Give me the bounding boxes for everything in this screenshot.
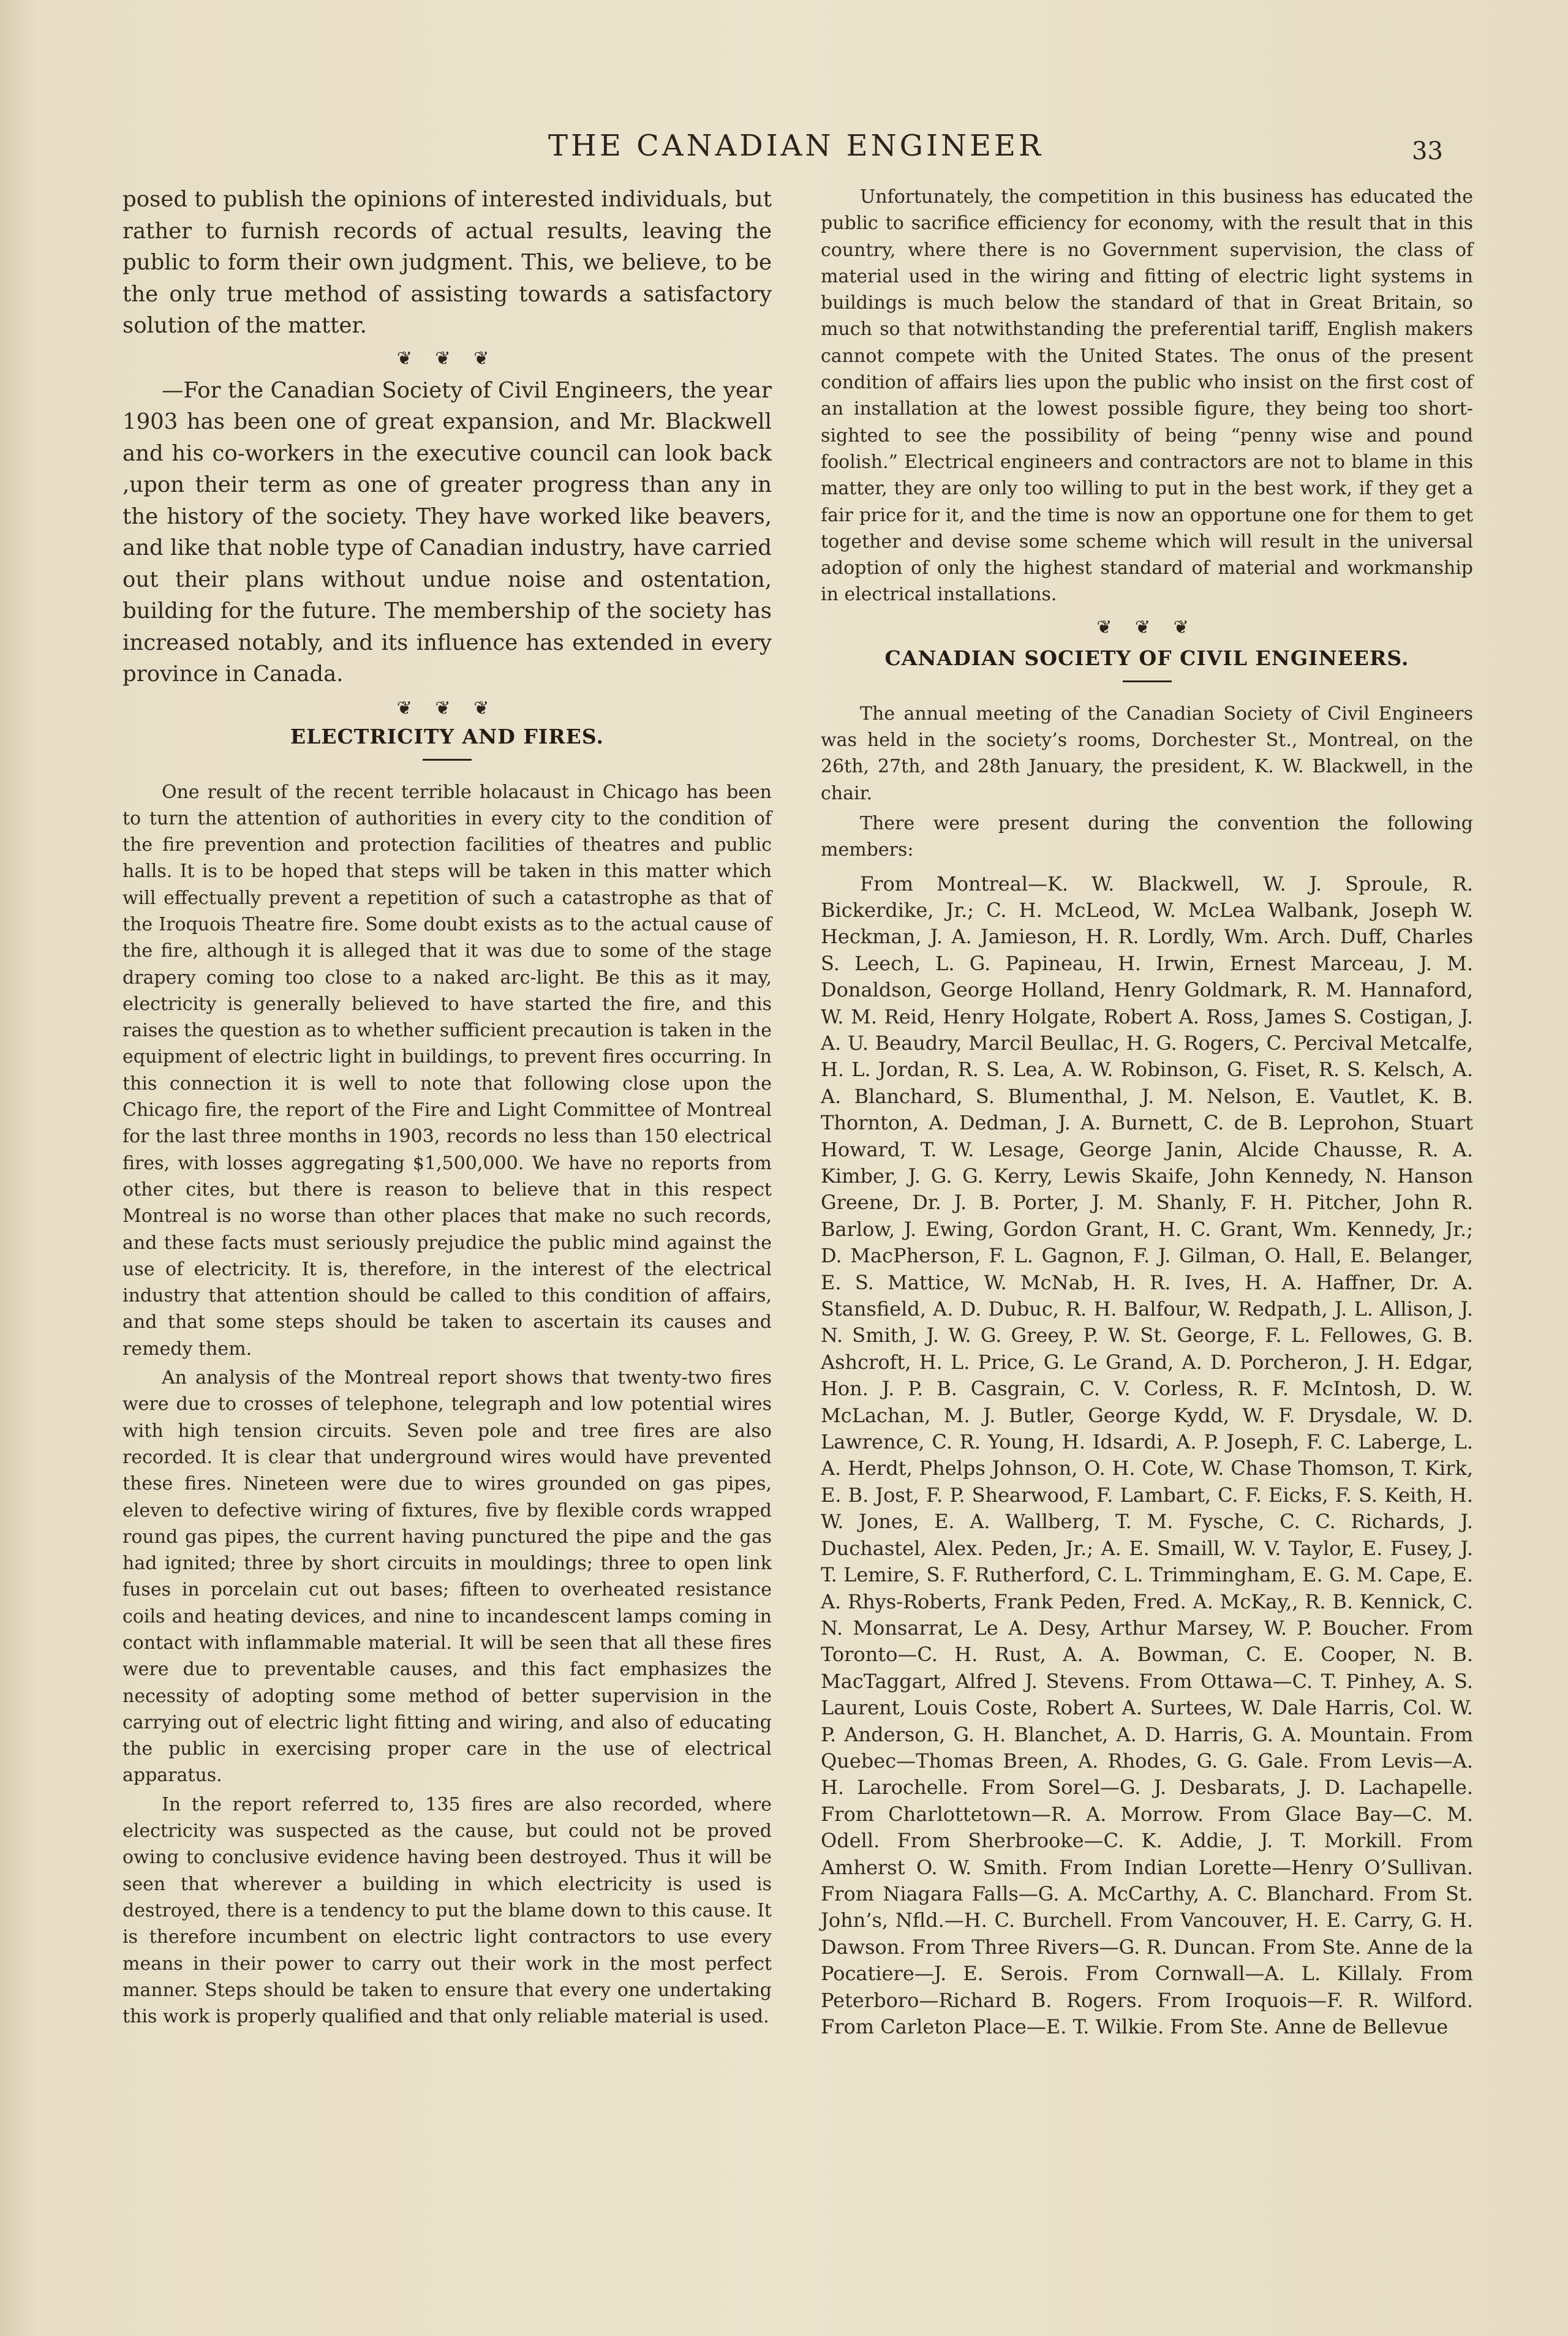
society-paragraph: —For the Canadian Society of Civil Engineers, the year 1903 has been one of great expansion, and Mr. Blackwell and his co-workers in the executive council can look back ,upon their term as one of greater progress than any in the history of the society. They have worked like beavers, and like that noble type of Canadian industry, have carried out their plans without undue noise and ostentation, building for the future. The membership of the society has increased notably, and its influence has extended in every province in Canada.: [123, 377, 772, 687]
ornament-divider: ❦ ❦ ❦: [396, 347, 498, 369]
intro-paragraph: The annual meeting of the Canadian Society of Civil Engineers was held in the society’s rooms, Dorchester St., Montreal, on the 26th, 27th, and 28th January, the president, K. W. Blackwell, in the chair.: [821, 703, 1473, 804]
right-column: [821, 184, 1473, 2040]
ornament-divider: ❦ ❦ ❦: [1096, 616, 1197, 638]
journal-title: THE CANADIAN ENGINEER: [548, 129, 1044, 163]
continued-paragraph-right: Unfortunately, the competition in this business has educated the public to sacrifice efficiency for economy, with the result that in this country, where there is no Government supervision, the class of material used in the wiring and fitting of electric light systems in buildings is much below the standard of that in Great Britain, so much so that notwithstanding the preferential tariff, English makers cannot compete with the United States. The onus of the present condition of affairs lies upon the public who insist on the first cost of an installation at the lowest possible figure, they being too short-sighted to see the possibility of being “penny wise and pound foolish.” Electrical engineers and contractors are not to blame in this matter, they are only too willing to put in the best work, if they get a fair price for it, and the time is now an opportune one for them to get together and devise some scheme which will result in the universal adoption of only the highest standard of material and workmanship in electrical installations.: [821, 186, 1473, 606]
running-head: [0, 129, 1568, 171]
page-number: 33: [1412, 137, 1443, 165]
heading-rule: [1123, 680, 1172, 682]
intro-paragraph: There were present during the convention the following members:: [821, 812, 1473, 861]
article-heading-society: CANADIAN SOCIETY OF CIVIL ENGINEERS.: [884, 646, 1409, 670]
article-heading-electricity: ELECTRICITY AND FIRES.: [290, 724, 604, 748]
article-paragraph: An analysis of the Montreal report shows that twenty-two fires were due to crosses of telephone, telegraph and low potential wires with high tension circuits. Seven pole and tree fires are also recorded. It is clear that underground wires would have prevented these fires. Nineteen were due to wires grounded on gas pipes, eleven to defective wiring of fixtures, five by flexible cords wrapped round gas pipes, the current having punctured the pipe and the gas had ignited; three by short circuits in mouldings; three to open link fuses in porcelain cut out bases; fifteen to overheated resistance coils and heating devices, and nine to incandescent lamps coming in contact with inflammable material. It will be seen that all these fires were due to preventable causes, and this fact emphasizes the necessity of adopting some method of better supervision in the carrying out of electric light fitting and wiring, and also of educating the public in exercising proper care in the use of electrical apparatus.: [123, 1367, 772, 1787]
article-paragraph: In the report referred to, 135 fires are also recorded, where electricity was suspected as the cause, but could not be proved owing to conclusive evidence having been destroyed. Thus it will be seen that wherever a building in which electricity is used is destroyed, there is a tendency to put the blame down to this cause. It is therefore incumbent on electric light contractors to use every means in their power to carry out their work in the most perfect manner. Steps should be taken to ensure that every one undertaking this work is properly qualified and that only reliable material is used.: [123, 1793, 772, 2028]
ornament-divider: ❦ ❦ ❦: [396, 697, 498, 719]
members-paragraph: From Montreal—K. W. Blackwell, W. J. Sproule, R. Bickerdike, Jr.; C. H. McLeod, W. McLea Walbank, Joseph W. Heckman, J. A. Jamieson, H. R. Lordly, Wm. Arch. Duff, Charles S. Leech, L. G. Papineau, H. Irwin, Ernest Marceau, J. M. Donaldson, George Holland, Henry Goldmark, R. M. Hannaford, W. M. Reid, Henry Holgate, Robert A. Ross, James S. Costigan, J. A. U. Beaudry, Marcil Beullac, H. G. Rogers, C. Percival Metcalfe, H. L. Jordan, R. S. Lea, A. W. Robinson, G. Fiset, R. S. Kelsch, A. A. Blanchard, S. Blumenthal, J. M. Nelson, E. Vautlet, K. B. Thornton, A. Dedman, J. A. Burnett, C. de B. Leprohon, Stuart Howard, T. W. Lesage, George Janin, Alcide Chausse, R. A. Kimber, J. G. G. Kerry, Lewis Skaife, John Kennedy, N. Hanson Greene, Dr. J. B. Porter, J. M. Shanly, F. H. Pitcher, John R. Barlow, J. Ewing, Gordon Grant, H. C. Grant, Wm. Kennedy, Jr.; D. MacPherson, F. L. Gagnon, F. J. Gilman, O. Hall, E. Belanger, E. S. Mattice, W. McNab, H. R. Ives, H. A. Haffner, Dr. A. Stansfield, A. D. Dubuc, R. H. Balfour, W. Redpath, J. L. Allison, J. N. Smith, J. W. G. Greey, P. W. St. George, F. L. Fellowes, G. B. Ashcroft, H. L. Price, G. Le Grand, A. D. Porcheron, J. H. Edgar, Hon. J. P. B. Casgrain, C. V. Corless, R. F. McIntosh, D. W. McLachan, M. J. Butler, George Kydd, W. F. Drysdale, W. D. Lawrence, C. R. Young, H. Idsardi, A. P. Joseph, F. C. Laberge, L. A. Herdt, Phelps Johnson, O. H. Cote, W. Chase Thomson, T. Kirk, E. B. Jost, F. P. Shearwood, F. Lambart, C. F. Eicks, F. S. Keith, H. W. Jones, E. A. Wallberg, T. M. Fysche, C. C. Richards, J. Duchastel, Alex. Peden, Jr.; A. E. Smaill, W. V. Taylor, E. Fusey, J. T. Lemire, S. F. Rutherford, C. L. Trimmingham, E. G. M. Cape, E. A. Rhys-Roberts, Frank Peden, Fred. A. McKay,, R. B. Kennick, C. N. Monsarrat, Le A. Desy, Arthur Marsey, W. P. Boucher. From Toronto—C. H. Rust, A. A. Bowman, C. E. Cooper, N. B. MacTaggart, Alfred J. Stevens. From Ottawa—C. T. Pinhey, A. S. Laurent, Louis Coste, Robert A. Surtees, W. Dale Harris, Col. W. P. Anderson, G. H. Blanchet, A. D. Harris, G. A. Mountain. From Quebec—Thomas Breen, A. Rhodes, G. G. Gale. From Levis—A. H. Larochelle. From Sorel—G. J. Desbarats, J. D. Lachapelle. From Charlottetown—R. A. Morrow. From Glace Bay—C. M. Odell. From Sherbrooke—C. K. Addie, J. T. Morkill. From Amherst O. W. Smith. From Indian Lorette—Henry O’Sullivan. From Niagara Falls—G. A. McCarthy, A. C. Blanchard. From St. John’s, Nfld.—H. C. Burchell. From Vancouver, H. E. Carry, G. H. Dawson. From Three Rivers—G. R. Duncan. From Ste. Anne de la Pocatiere—J. E. Serois. From Cornwall—A. L. Killaly. From Peterboro—Richard B. Rogers. From Iroquois—F. R. Wilford. From Carleton Place—E. T. Wilkie. From Ste. Anne de Bellevue: [821, 872, 1473, 2038]
continued-paragraph-left: posed to publish the opinions of interested individuals, but rather to furnish records of actual results, leaving the public to form their own judgment. This, we believe, to be the only true method of assisting towards a satisfactory solution of the matter.: [123, 187, 772, 338]
article-paragraph: One result of the recent terrible holacaust in Chicago has been to turn the attention of authorities in every city to the condition of the fire prevention and protection facilities of theatres and public halls. It is to be hoped that steps will be taken in this matter which will effectually prevent a repetition of such a catastrophe as that of the Iroquois Theatre fire. Some doubt exists as to the actual cause of the fire, although it is alleged that it was due to some of the stage drapery coming too close to a naked arc-light. Be this as it may, electricity is generally believed to have started the fire, and this raises the question as to whether sufficient precaution is taken in the equipment of electric light in buildings, to prevent fires occurring. In this connection it is well to note that following close upon the Chicago fire, the report of the Fire and Light Committee of Montreal for the last three months in 1903, records no less than 150 electrical fires, with losses aggregating $1,500,000. We have no reports from other cites, but there is reason to believe that in this respect Montreal is no worse than other places that make no such records, and these facts must seriously prejudice the public mind against the use of electricity. It is, therefore, in the interest of the electrical industry that attention should be called to this condition of affairs, and that some steps should be taken to ascertain its causes and remedy them.: [123, 781, 772, 1360]
heading-rule: [423, 759, 472, 761]
left-column: [123, 184, 772, 2030]
